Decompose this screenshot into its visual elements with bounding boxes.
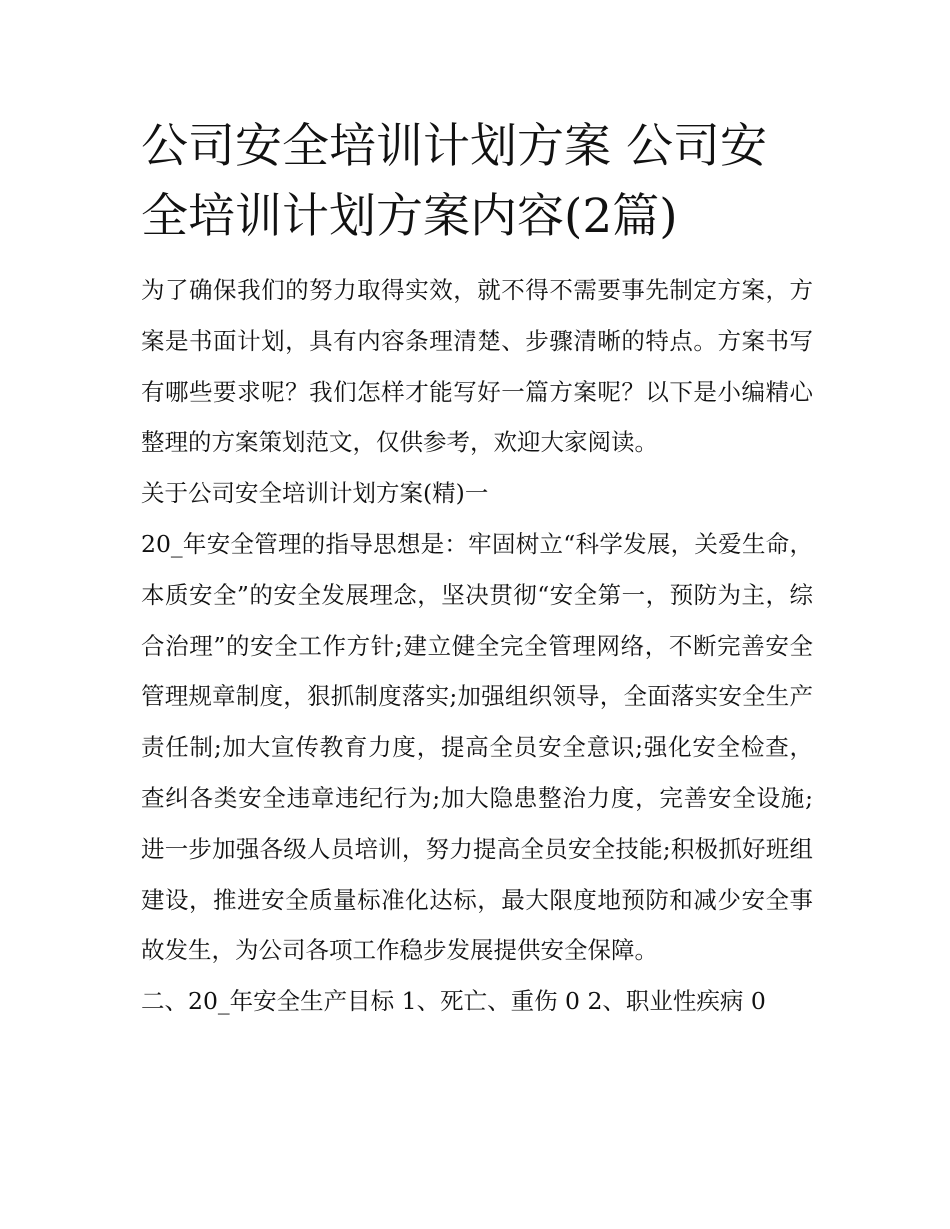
intro-paragraph: 为了确保我们的努力取得实效，就不得不需要事先制定方案，方案是书面计划，具有内容条理清楚、步骤清晰的特点。方案书写有哪些要求呢？我们怎样才能写好一篇方案呢？以下是小编精心整理的方案策划范文，仅供参考，欢迎大家阅读。 bbox=[141, 276, 813, 457]
section-heading: 关于公司安全培训计划方案(精)一 bbox=[141, 479, 489, 508]
guiding-principles-paragraph: 20_年安全管理的指导思想是：牢固树立“科学发展，关爱生命，本质安全”的安全发展理念，坚决贯彻“安全第一，预防为主，综合治理”的安全工作方针;建立健全完全管理网络，不断完善安全管理规章制度，狠抓制度落实;加强组织领导，全面落实安全生产责任制;加大宣传教育力度，提高全员安全意识;强化安全检查，查纠各类安全违章违纪行为;加大隐患整治力度，完善安全设施;进一步加强各级人员培训，努力提高全员安全技能;积极抓好班组建设，推进安全质量标准化达标，最大限度地预防和减少安全事故发生，为公司各项工作稳步发展提供安全保障。 bbox=[141, 529, 813, 965]
document-title: 公司安全培训计划方案 公司安全培训计划方案内容(2篇) bbox=[141, 119, 767, 244]
safety-goals-paragraph: 二、20_年安全生产目标 1、死亡、重伤 0 2、职业性疾病 0 bbox=[141, 987, 766, 1016]
document-page bbox=[141, 112, 813, 1027]
